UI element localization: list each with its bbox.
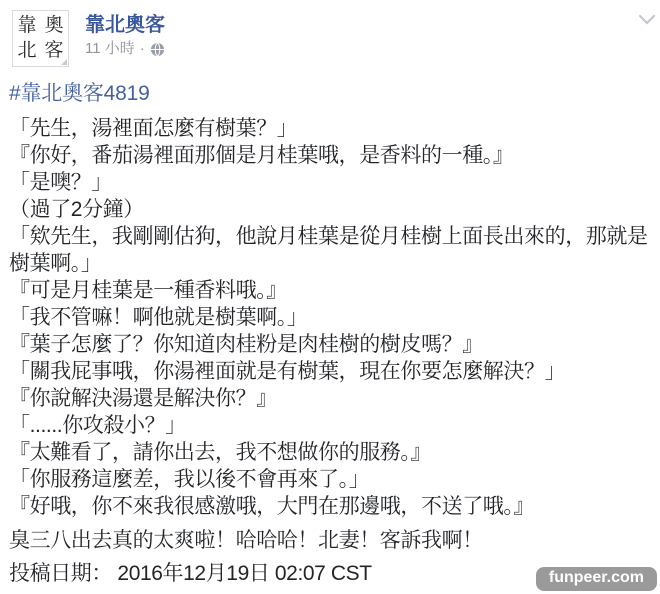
- post-text-line: （過了2分鐘）: [9, 198, 144, 221]
- post-body: [9, 115, 660, 520]
- post-meta: [85, 40, 165, 58]
- globe-icon: [150, 42, 165, 57]
- page-name-link[interactable]: 靠北奧客: [85, 14, 165, 36]
- post-menu-chevron-icon[interactable]: [638, 13, 656, 25]
- avatar-char: 奧: [44, 15, 64, 36]
- avatar-char: 客: [44, 40, 64, 61]
- watermark-badge: funpeer.com: [536, 567, 657, 591]
- post-text-line: 『你好，番茄湯裡面那個是月桂葉哦，是香料的一種。』: [9, 144, 514, 167]
- post-text-line: 『可是月桂葉是一種香料哦。』: [9, 279, 287, 302]
- post-text-line: 『好哦，你不來我很感激哦，大門在那邊哦，不送了哦。』: [9, 495, 535, 518]
- post-text-line: 「欸先生，我剛剛估狗，他說月桂葉是從月桂樹上面長出來的，那就是: [9, 225, 648, 248]
- page-avatar[interactable]: [12, 10, 69, 67]
- avatar-char: 靠: [17, 15, 37, 36]
- hashtag-title-link[interactable]: #靠北奧客4819: [9, 82, 150, 105]
- post-content: [9, 80, 660, 587]
- post-text-line: 『葉子怎麼了？你知道肉桂粉是肉桂樹的樹皮嗎？』: [9, 333, 483, 356]
- post-text-line: 「是噢？」: [9, 171, 112, 194]
- avatar-corner-fold: [61, 59, 67, 65]
- avatar-char: 北: [17, 40, 37, 61]
- meta-separator: ·: [139, 40, 145, 57]
- post-text-line: 「先生，湯裡面怎麼有樹葉？」: [9, 117, 298, 140]
- submission-date: 投稿日期： 2016年12月19日 02:07 CST: [9, 562, 372, 585]
- post-punchline: 臭三八出去真的太爽啦！哈哈哈！北妻！客訴我啊！: [9, 529, 483, 552]
- post-text-line: 「你服務這麼差，我以後不會再來了。」: [9, 468, 370, 491]
- post-text-line: 「......你攻殺小？」: [9, 414, 186, 437]
- post-text-line: 「關我屁事哦，你湯裡面就是有樹葉，現在你要怎麼解決？」: [9, 360, 566, 383]
- post-text-line: 樹葉啊。」: [9, 252, 102, 275]
- post-text-line: 『你說解決湯還是解決你？』: [9, 387, 277, 410]
- avatar-characters: [15, 14, 66, 63]
- post-text-line: 「我不管嘛！啊他就是樹葉啊。」: [9, 306, 308, 329]
- post-text-line: 『太難看了，請你出去，我不想做你的服務。』: [9, 441, 432, 464]
- timestamp-link[interactable]: 11 小時: [85, 40, 135, 57]
